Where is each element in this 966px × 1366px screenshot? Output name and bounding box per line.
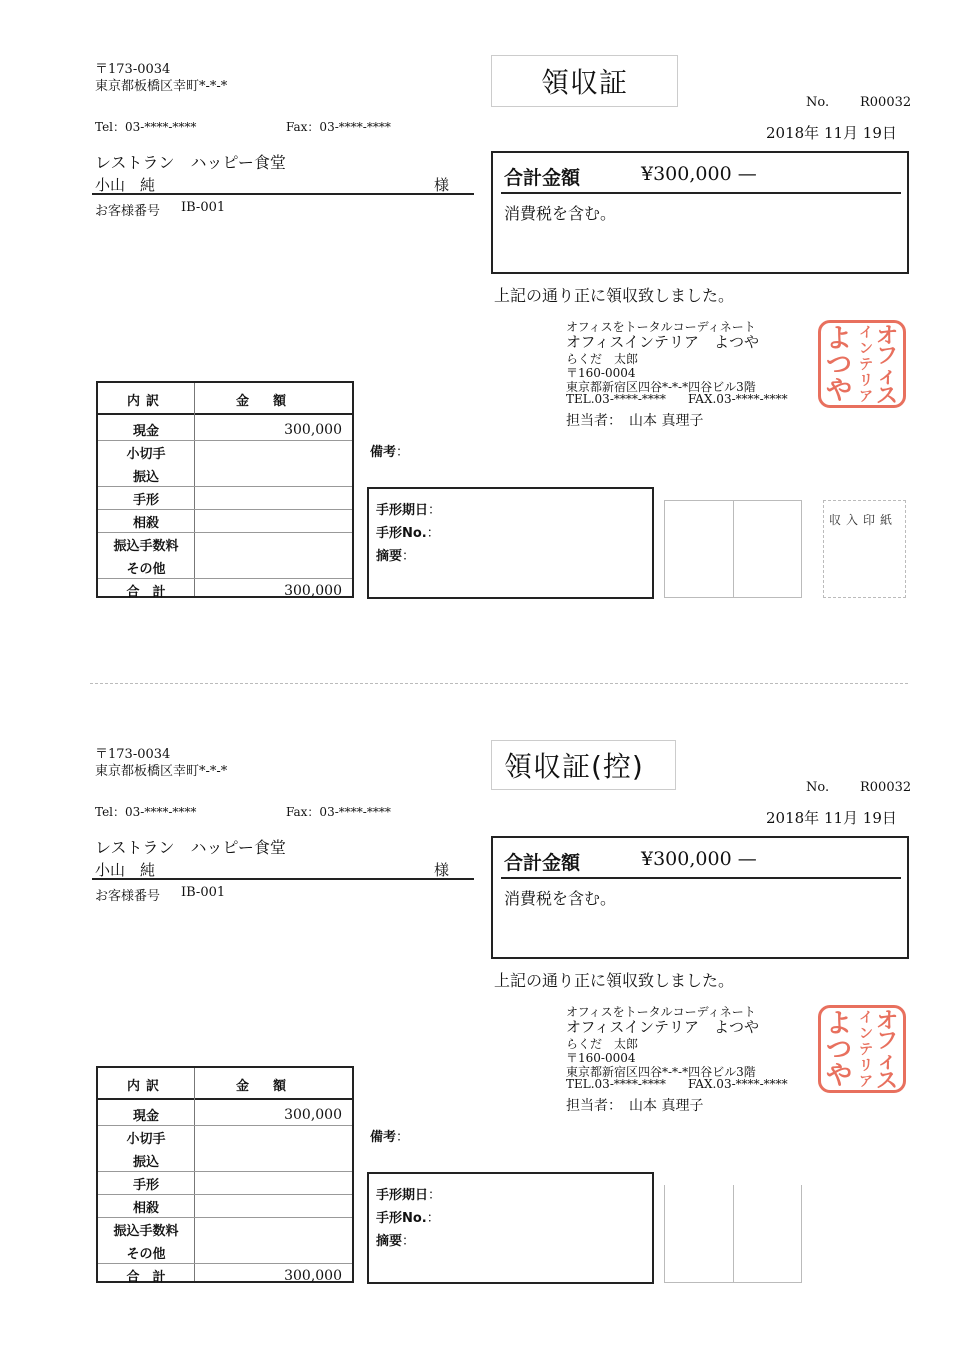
sender-fax: Fax：03-****-**** <box>286 120 391 134</box>
breakdown-header <box>98 383 352 415</box>
bill-number <box>376 1207 440 1226</box>
breakdown-row <box>98 1171 352 1195</box>
remarks-label-text: 備考 <box>370 1130 397 1145</box>
customer-honorific: 様 <box>434 176 450 194</box>
breakdown-table <box>96 381 354 598</box>
customer-number: IB-001 <box>181 885 226 900</box>
staff-name: 山本 真理子 <box>629 1098 704 1114</box>
seal-char: や <box>825 1061 853 1090</box>
sender-tel: Tel：03-****-**** <box>95 805 197 819</box>
customer-company: レストラン ハッピー食堂 <box>95 838 286 857</box>
breakdown-header-amount: 金額 <box>235 394 310 409</box>
breakdown-row <box>98 1194 352 1218</box>
customer-name: 小山 純 <box>95 176 156 194</box>
approval-seal-divider <box>733 1185 734 1282</box>
breakdown-row-label: 現金 <box>132 424 159 439</box>
bill-due-label: 手形期日 <box>376 503 429 518</box>
remarks-label <box>370 441 409 460</box>
breakdown-header-item: 内訳 <box>126 394 165 409</box>
customer-underline <box>92 878 474 880</box>
received-text: 上記の通り正に領収致しました。 <box>494 286 735 305</box>
seal-char: リ <box>859 373 873 389</box>
breakdown-row <box>98 1102 352 1126</box>
cut-line <box>90 683 908 684</box>
seal-char: ィ <box>875 364 899 389</box>
remarks-label-text: 備考 <box>370 445 397 460</box>
receipt-no: R00032 <box>860 780 912 795</box>
issuer-postal: 〒160-0004 <box>566 366 636 380</box>
issuer-tagline: オフィスをトータルコーディネート <box>566 320 756 334</box>
issuer-fax: FAX.03-****-**** <box>688 1077 788 1091</box>
bill-info-box <box>367 487 654 599</box>
issuer-company: オフィスインテリア よつや <box>566 1018 760 1036</box>
seal-char: フ <box>875 344 899 369</box>
bill-no-label: 手形No. <box>376 1211 427 1226</box>
total-rule <box>501 877 901 879</box>
breakdown-row <box>98 578 352 601</box>
breakdown-header <box>98 1068 352 1100</box>
breakdown-row <box>98 486 352 510</box>
received-text: 上記の通り正に領収致しました。 <box>494 971 735 990</box>
customer-number-label: お客様番号 <box>95 204 161 219</box>
tax-note: 消費税を含む。 <box>504 204 617 223</box>
seal-char: ィ <box>875 1049 899 1074</box>
issuer-tel: TEL.03-****-**** <box>566 392 666 406</box>
issuer-tagline: オフィスをトータルコーディネート <box>566 1005 756 1019</box>
total-amount: ¥300,000 — <box>641 848 757 870</box>
customer-number-label: お客様番号 <box>95 889 161 904</box>
bill-due-colon: ： <box>428 1188 442 1203</box>
total-amount: ¥300,000 — <box>641 163 757 185</box>
seal-char: イ <box>859 1010 873 1026</box>
breakdown-row <box>98 1148 352 1172</box>
bill-number <box>376 522 440 541</box>
issuer-address: 東京都新宿区四谷*-*-*四谷ビル3階 <box>566 1065 756 1079</box>
customer-underline <box>92 193 474 195</box>
breakdown-row-label: 手形 <box>132 1178 159 1193</box>
breakdown-row <box>98 1125 352 1148</box>
staff-name: 山本 真理子 <box>629 413 704 429</box>
seal-char: や <box>825 376 853 405</box>
receipt-original <box>0 0 966 600</box>
breakdown-row-label: 相殺 <box>132 516 159 531</box>
breakdown-row-amount: 300,000 <box>284 422 342 438</box>
breakdown-row-amount: 300,000 <box>284 1107 342 1123</box>
breakdown-row-label: 振込 <box>132 1155 159 1170</box>
seal-char: ス <box>875 1069 899 1090</box>
breakdown-row <box>98 1217 352 1240</box>
seal-char: リ <box>859 1058 873 1074</box>
issuer-fax: FAX.03-****-**** <box>688 392 788 406</box>
seal-char: ア <box>859 1074 873 1090</box>
breakdown-row-label: 相殺 <box>132 1201 159 1216</box>
breakdown-row-label: 合 計 <box>126 585 166 600</box>
breakdown-row-label: その他 <box>126 1247 166 1262</box>
breakdown-row <box>98 463 352 487</box>
staff-label: 担当者： <box>566 413 622 429</box>
breakdown-row <box>98 1263 352 1286</box>
sender-address: 東京都板橋区幸町*-*-* <box>95 764 228 779</box>
company-seal-graphic <box>821 323 903 405</box>
bill-no-label: 手形No. <box>376 526 427 541</box>
issuer-postal: 〒160-0004 <box>566 1051 636 1065</box>
breakdown-row-label: 合 計 <box>126 1270 166 1285</box>
breakdown-row <box>98 532 352 555</box>
bill-summary-label: 摘要 <box>376 1234 403 1249</box>
issuer-address: 東京都新宿区四谷*-*-*四谷ビル3階 <box>566 380 756 394</box>
bill-summary-label: 摘要 <box>376 549 403 564</box>
seal-char: オ <box>875 324 899 349</box>
breakdown-row-label: 振込手数料 <box>113 1224 179 1239</box>
seal-char: ン <box>859 1026 873 1042</box>
sender-fax: Fax：03-****-**** <box>286 805 391 819</box>
breakdown-row <box>98 417 352 441</box>
staff-label: 担当者： <box>566 1098 622 1114</box>
seal-char: テ <box>859 1042 873 1058</box>
breakdown-row <box>98 509 352 533</box>
total-box <box>491 151 909 274</box>
sender-postal: 〒173-0034 <box>95 747 171 762</box>
breakdown-row-amount: 300,000 <box>284 583 342 599</box>
customer-number: IB-001 <box>181 200 226 215</box>
seal-char: テ <box>859 357 873 373</box>
bill-info-box <box>367 1172 654 1284</box>
breakdown-row-label: その他 <box>126 562 166 577</box>
bill-no-colon: ： <box>426 1211 440 1226</box>
issuer-person: らくだ 太郎 <box>566 1037 639 1051</box>
sender-postal: 〒173-0034 <box>95 62 171 77</box>
remarks-colon: ： <box>396 1130 410 1145</box>
bill-summary <box>376 545 415 564</box>
sender-address: 東京都板橋区幸町*-*-* <box>95 79 228 94</box>
receipt-title-text: 領収証(控) <box>504 750 644 783</box>
breakdown-row <box>98 555 352 579</box>
breakdown-row-amount: 300,000 <box>284 1268 342 1284</box>
issuer-person: らくだ 太郎 <box>566 352 639 366</box>
bill-due-date <box>376 499 441 518</box>
seal-char: つ <box>825 1035 853 1065</box>
receipt-title-text: 領収証 <box>540 66 628 99</box>
breakdown-row-label: 手形 <box>132 493 159 508</box>
tax-note: 消費税を含む。 <box>504 889 617 908</box>
issuer-tel: TEL.03-****-**** <box>566 1077 666 1091</box>
bill-summary <box>376 1230 415 1249</box>
seal-char: ン <box>859 341 873 357</box>
receipt-title <box>491 740 676 790</box>
remarks-colon: ： <box>396 445 410 460</box>
revenue-stamp-label: 収入印紙 <box>829 513 898 527</box>
bill-no-colon: ： <box>426 526 440 541</box>
bill-due-date <box>376 1184 441 1203</box>
customer-name: 小山 純 <box>95 861 156 879</box>
breakdown-row-label: 現金 <box>132 1109 159 1124</box>
bill-due-colon: ： <box>428 503 442 518</box>
seal-char: ア <box>859 389 873 405</box>
breakdown-row <box>98 1240 352 1264</box>
approval-seal-divider <box>733 501 734 597</box>
receipt-no-label: No. <box>806 95 830 110</box>
breakdown-row-label: 小切手 <box>126 1132 166 1147</box>
breakdown-header-item: 内訳 <box>126 1079 165 1094</box>
seal-char: ス <box>875 384 899 405</box>
customer-honorific: 様 <box>434 861 450 879</box>
total-label: 合計金額 <box>504 852 581 874</box>
company-seal-stamp <box>818 1005 906 1093</box>
approval-seal-box <box>664 1185 802 1283</box>
total-box <box>491 836 909 959</box>
breakdown-row <box>98 440 352 463</box>
seal-char: フ <box>875 1029 899 1054</box>
company-seal-stamp <box>818 320 906 408</box>
revenue-stamp-area <box>823 500 906 598</box>
breakdown-row-label: 振込 <box>132 470 159 485</box>
seal-char: つ <box>825 350 853 380</box>
seal-char: よ <box>825 324 853 354</box>
bill-summary-colon: ： <box>402 549 416 564</box>
receipt-no: R00032 <box>860 95 912 110</box>
bill-due-label: 手形期日 <box>376 1188 429 1203</box>
breakdown-table <box>96 1066 354 1283</box>
receipt-title <box>491 55 678 107</box>
breakdown-header-amount: 金額 <box>235 1079 310 1094</box>
seal-char: オ <box>875 1009 899 1034</box>
sender-tel: Tel：03-****-**** <box>95 120 197 134</box>
seal-char: よ <box>825 1009 853 1039</box>
breakdown-row-label: 小切手 <box>126 447 166 462</box>
company-seal-graphic <box>821 1008 903 1090</box>
seal-char: イ <box>859 325 873 341</box>
bill-summary-colon: ： <box>402 1234 416 1249</box>
issuer-company: オフィスインテリア よつや <box>566 333 760 351</box>
remarks-label <box>370 1126 409 1145</box>
receipt-no-label: No. <box>806 780 830 795</box>
receipt-copy <box>0 685 966 1285</box>
approval-seal-box <box>664 500 802 598</box>
breakdown-row-label: 振込手数料 <box>113 539 179 554</box>
total-label: 合計金額 <box>504 167 581 189</box>
total-rule <box>501 192 901 194</box>
customer-company: レストラン ハッピー食堂 <box>95 153 286 172</box>
receipt-date: 2018年 11月 19日 <box>766 809 897 827</box>
receipt-date: 2018年 11月 19日 <box>766 124 897 142</box>
